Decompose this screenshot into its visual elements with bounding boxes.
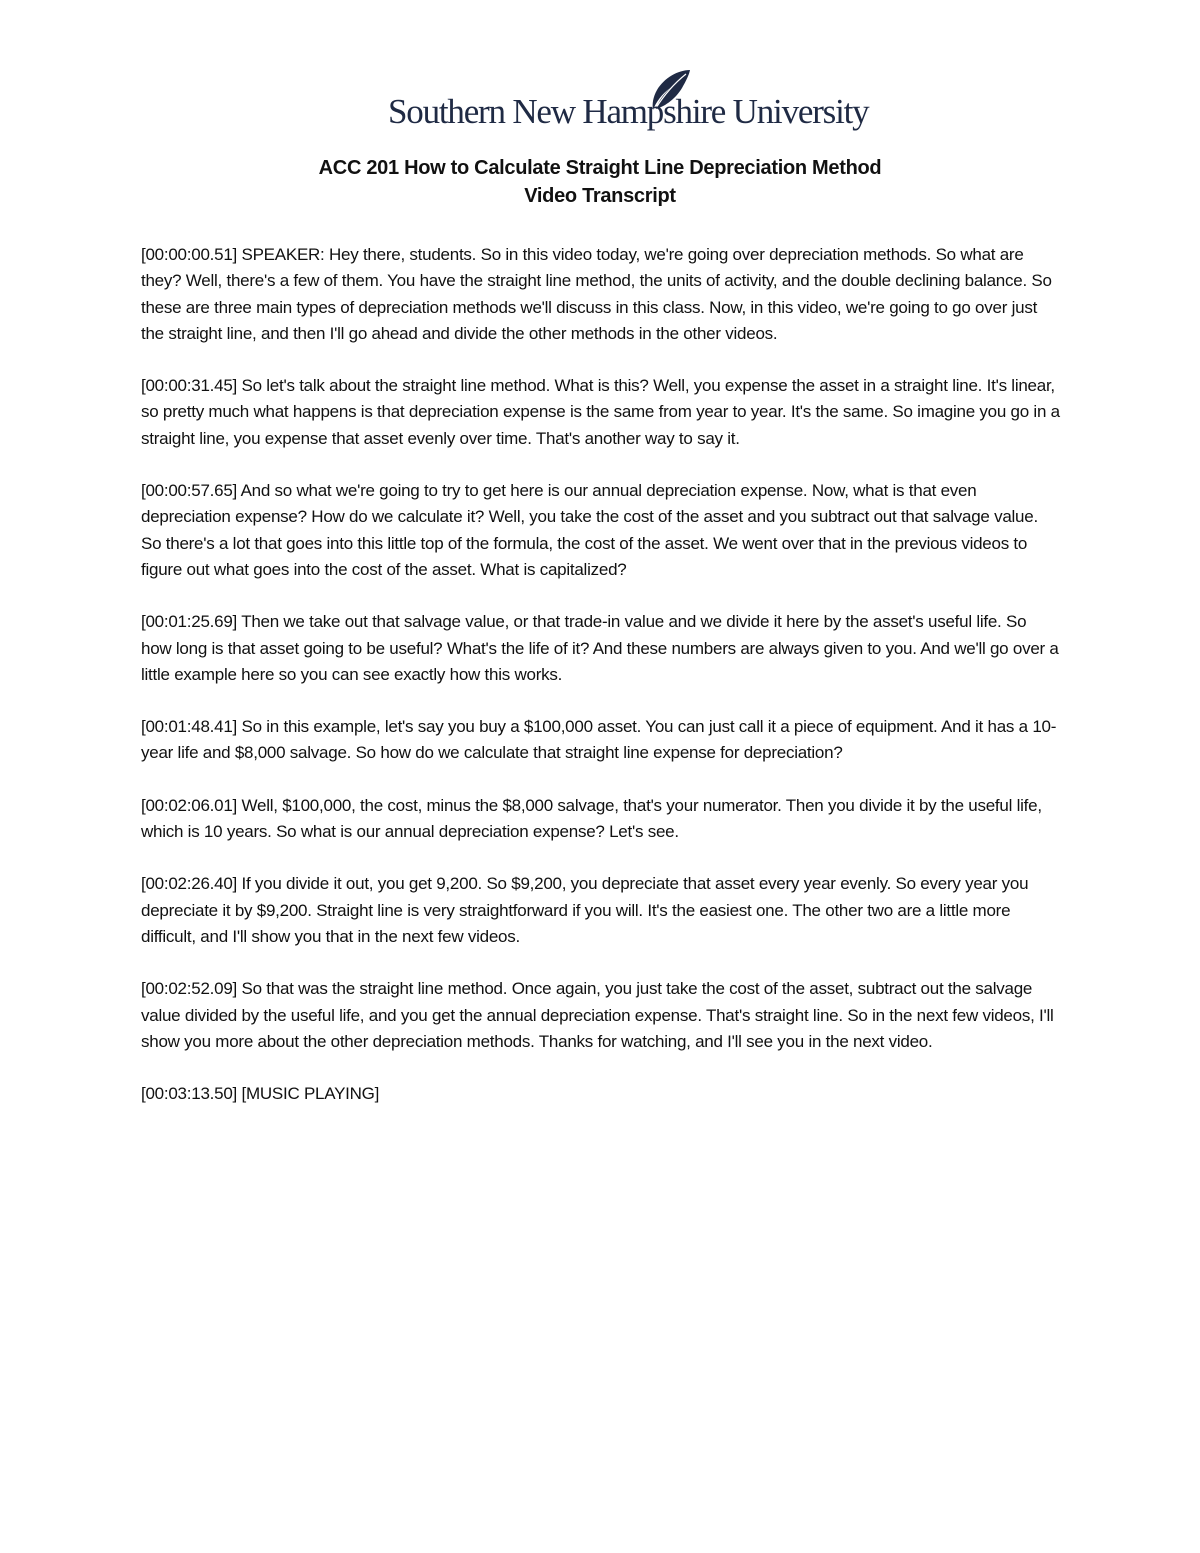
transcript-paragraph <box>141 1081 1061 1107</box>
transcript-text: SPEAKER: Hey there, students. So in this video today, we're going over depreciation methods. So what are they? Well, there's a few of them. You have the straight line method, the units of activity, and the double declining balance. So these are three main types of depreciation methods we'll discuss in this class. Now, in this video, we're going to go over just the straight line, and then I'll go ahead and divide the other methods in the other videos. <box>141 245 1052 343</box>
transcript-paragraph <box>141 478 1061 583</box>
transcript-text: If you divide it out, you get 9,200. So $9,200, you depreciate that asset every year evenly. So every year you depreciate it by $9,200. Straight line is very straightforward if you will. It's the easiest one. The other two are a little more difficult, and I'll show you that in the next few videos. <box>141 874 1029 946</box>
transcript-text: And so what we're going to try to get here is our annual depreciation expense. Now, what is that even depreciation expense? How do we calculate it? Well, you take the cost of the asset and you subtract out that salvage value. So there's a lot that goes into this little top of the formula, the cost of the asset. We went over that in the previous videos to figure out what goes into the cost of the asset. What is capitalized? <box>141 481 1038 579</box>
timestamp: [00:00:57.65] <box>141 481 238 501</box>
transcript-text: So in this example, let's say you buy a $100,000 asset. You can just call it a piece of equipment. And it has a 10-year life and $8,000 salvage. So how do we calculate that straight line expense for depreciation? <box>141 717 1057 763</box>
transcript-body <box>141 242 1061 1133</box>
transcript-paragraph <box>141 976 1061 1055</box>
timestamp: [00:00:00.51] <box>141 245 238 264</box>
timestamp: [00:00:31.45] <box>141 376 238 396</box>
transcript-paragraph <box>141 871 1061 950</box>
timestamp: [00:02:26.40] <box>141 874 238 894</box>
timestamp: [00:01:48.41] <box>141 717 238 737</box>
timestamp: [00:02:52.09] <box>141 979 238 999</box>
transcript-text: So that was the straight line method. Once again, you just take the cost of the asset, subtract out the salvage value divided by the useful life, and you get the annual depreciation expense. That's straight line. So in the next few videos, I'll show you more about the other depreciation methods. Thanks for watching, and I'll see you in the next video. <box>141 979 1054 1051</box>
transcript-paragraph <box>141 793 1061 846</box>
timestamp: [00:03:13.50] <box>141 1084 238 1104</box>
university-logo <box>384 68 869 138</box>
university-name: Southern New Hampshire University <box>388 92 869 131</box>
transcript-paragraph <box>141 609 1061 688</box>
timestamp: [00:02:06.01] <box>141 795 238 815</box>
transcript-text: So let's talk about the straight line method. What is this? Well, you expense the asset in a straight line. It's linear, so pretty much what happens is that depreciation expense is the same from year to year. It's the same. So imagine you go in a straight line, you expense that asset evenly over time. That's another way to say it. <box>141 376 1060 448</box>
transcript-text: [MUSIC PLAYING] <box>241 1084 380 1104</box>
transcript-paragraph <box>141 373 1061 452</box>
transcript-text: Well, $100,000, the cost, minus the $8,000 salvage, that's your numerator. Then you divide it by the useful life, which is 10 years. So what is our annual depreciation expense? Let's see. <box>141 795 1042 842</box>
transcript-paragraph <box>141 242 1061 347</box>
timestamp: [00:01:25.69] <box>141 612 238 632</box>
document-subtitle: Video Transcript <box>524 185 676 207</box>
transcript-text: Then we take out that salvage value, or that trade-in value and we divide it here by the asset's useful life. So how long is that asset going to be useful? What's the life of it? And these numbers are always given to you. And we'll go over a little example here so you can see exactly how this works. <box>141 612 1059 684</box>
transcript-paragraph <box>141 714 1061 767</box>
document-title: ACC 201 How to Calculate Straight Line Depreciation Method <box>318 157 882 179</box>
